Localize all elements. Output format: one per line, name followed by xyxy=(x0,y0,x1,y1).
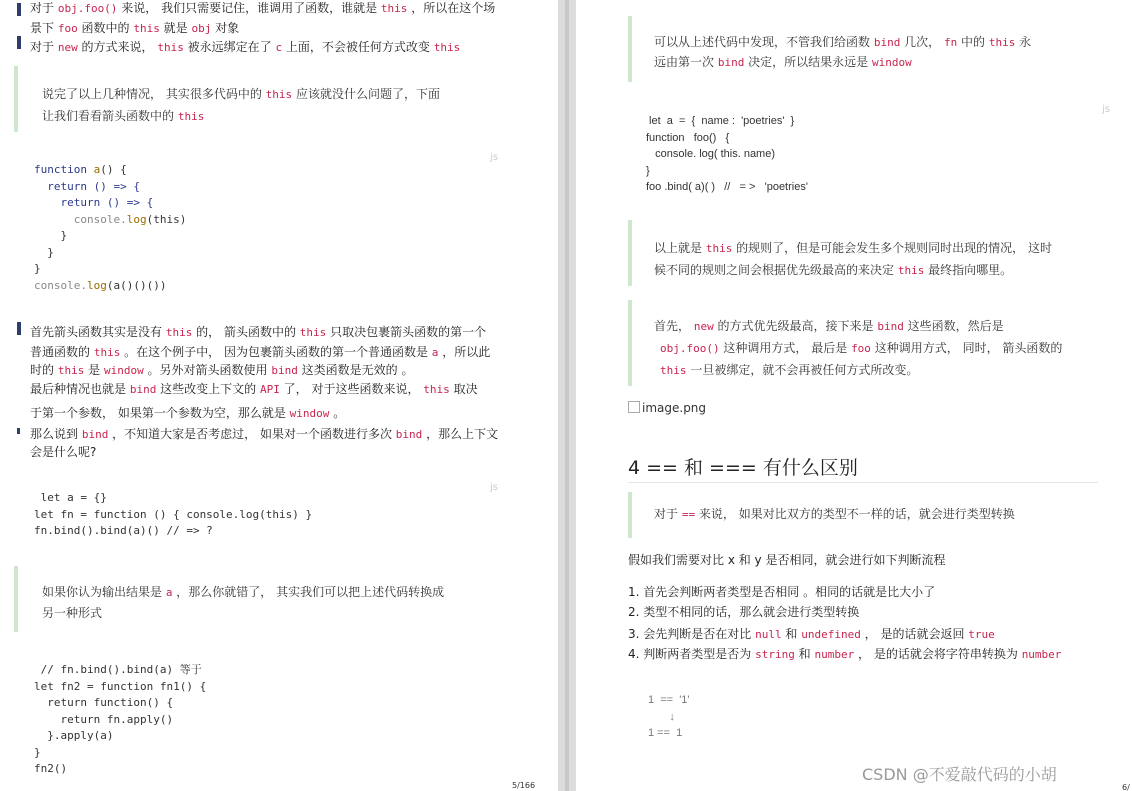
heading-divider xyxy=(628,482,1098,483)
code-line: fn2() xyxy=(34,762,68,775)
paragraph-arrow-cont: 时的 this 是 window 。另外对箭头函数使用 bind 这类函数是无效的 。 xyxy=(30,363,414,377)
code-block-fn2 xyxy=(34,662,206,778)
code-line: } xyxy=(646,164,650,177)
list-item: 4. 判断两者类型是否为 string 和 number ， 是的话就会将字符串转换为 number xyxy=(628,647,1062,661)
quote-line: 对于 == 来说， 如果对比双方的类型不一样的话，就会进行类型转换 xyxy=(654,507,1015,521)
blockquote xyxy=(14,566,538,632)
code-line: } xyxy=(34,229,68,242)
left-page xyxy=(0,0,558,791)
code-line: let a = { name : 'poetries' } xyxy=(646,115,795,127)
paragraph-compare: 假如我们需要对比 x 和 y 是否相同，就会进行如下判断流程 xyxy=(628,553,946,567)
code-line: }.apply(a) xyxy=(34,729,114,742)
list-bullet xyxy=(17,322,21,335)
code-line: } xyxy=(34,245,54,259)
code-block-compare xyxy=(648,692,690,742)
code-line: function foo() { xyxy=(646,131,730,144)
quote-line: this 一旦被绑定，就不会再被任何方式所改变。 xyxy=(660,363,919,377)
quote-line: 另一种形式 xyxy=(42,606,103,620)
code-block-poetries xyxy=(646,113,808,196)
paragraph-bind-cont: 于第一个参数， 如果第一个参数为空，那么就是 window 。 xyxy=(30,406,346,420)
blockquote xyxy=(628,220,1112,286)
quote-line: 让我们看看箭头函数中的 this xyxy=(42,109,205,123)
quote-line: obj.foo() 这种调用方式， 最后是 foo 这种调用方式， 同时， 箭头函数的 xyxy=(660,341,1063,355)
right-page xyxy=(576,0,1132,791)
page-gutter xyxy=(558,0,576,791)
code-line: ↓ xyxy=(648,710,675,723)
code-line: 1 == '1' xyxy=(648,694,690,706)
quote-line: 候不同的规则之间会根据优先级最高的来决定 this 最终指向哪里。 xyxy=(654,263,1013,277)
code-lang-tag: js xyxy=(490,482,498,493)
paragraph-arrow-cont: 普通函数的 this 。在这个例子中， 因为包裹箭头函数的第一个普通函数是 a ，所以此 xyxy=(30,345,491,359)
broken-image-icon xyxy=(628,401,706,415)
paragraph-bind: 最后种情况也就是 bind 这些改变上下文的 API 了， 对于这些函数来说， this 取决 xyxy=(30,382,478,396)
list-bullet xyxy=(17,3,21,16)
image-alt-text: image.png xyxy=(642,401,707,415)
code-line: foo .bind( a)( ) // = > 'poetries' xyxy=(646,181,808,193)
blockquote xyxy=(628,300,1112,386)
code-line: let fn2 = function fn1() { xyxy=(34,679,207,693)
code-line: console. log( this. name) xyxy=(646,148,776,160)
code-line: } xyxy=(34,262,41,275)
list-item: 3. 会先判断是否在对比 null 和 undefined ， 是的话就会返回 true xyxy=(628,627,995,641)
code-block-arrow xyxy=(34,162,186,294)
watermark: CSDN @不爱敲代码的小胡 xyxy=(862,765,1057,784)
paragraph-multi-bind-cont: 会是什么呢? xyxy=(30,445,97,459)
code-lang-tag: js xyxy=(1102,104,1110,115)
code-line: let fn = function () { console.log(this) } xyxy=(34,507,313,521)
list-item: 2. 类型不相同的话，那么就会进行类型转换 xyxy=(628,605,860,619)
code-line: } xyxy=(34,745,41,759)
code-line: console.log(this) xyxy=(34,212,187,226)
code-line: return () => { xyxy=(34,196,154,209)
page-number: 5/166 xyxy=(512,781,536,790)
scrollbar[interactable] xyxy=(565,0,569,791)
code-line: return fn.apply() xyxy=(34,712,174,726)
code-block-bind xyxy=(34,490,312,540)
paragraph-obj-foo: 对于 obj.foo() 来说， 我们只需要记住，谁调用了函数，谁就是 this ，所以在这个场 xyxy=(30,1,496,15)
code-line: function a() { xyxy=(34,163,127,176)
paragraph-obj-foo-cont: 景下 foo 函数中的 this 就是 obj 对象 xyxy=(30,21,240,35)
list-bullet xyxy=(17,36,21,49)
code-line: fn.bind().bind(a)() // => ? xyxy=(34,524,213,537)
blockquote xyxy=(14,66,538,132)
code-line: return () => { xyxy=(34,179,140,193)
paragraph-arrow: 首先箭头函数其实是没有 this 的， 箭头函数中的 this 只取决包裹箭头函数的第一个 xyxy=(30,325,487,339)
quote-line: 可以从上述代码中发现，不管我们给函数 bind 几次， fn 中的 this 永 xyxy=(654,35,1032,49)
paragraph-multi-bind: 那么说到 bind ，不知道大家是否考虑过， 如果对一个函数进行多次 bind ，那么上下文 xyxy=(30,427,499,441)
list-bullet xyxy=(17,428,20,434)
code-line: 1 == 1 xyxy=(648,727,683,739)
paragraph-new: 对于 new 的方式来说， this 被永远绑定在了 c 上面，不会被任何方式改变 this xyxy=(30,40,461,54)
section-heading: 4 == 和 === 有什么区别 xyxy=(628,457,858,479)
quote-line: 首先， new 的方式优先级最高，接下来是 bind 这些函数，然后是 xyxy=(654,319,1004,333)
blockquote xyxy=(628,16,1112,82)
blockquote xyxy=(628,492,1112,538)
code-lang-tag: js xyxy=(490,152,498,163)
code-line: let a = {} xyxy=(34,491,107,504)
quote-line: 如果你认为输出结果是 a ，那么你就错了， 其实我们可以把上述代码转换成 xyxy=(42,585,445,599)
code-line: return function() { xyxy=(34,696,174,709)
code-line: // fn.bind().bind(a) 等于 xyxy=(34,663,202,676)
page-number: 6/ xyxy=(1122,783,1130,791)
code-line: console.log(a()()()) xyxy=(34,278,167,292)
list-item: 1. 首先会判断两者类型是否相同 。相同的话就是比大小了 xyxy=(628,585,936,599)
quote-line: 远由第一次 bind 决定，所以结果永远是 window xyxy=(654,55,912,69)
quote-line: 以上就是 this 的规则了，但是可能会发生多个规则同时出现的情况， 这时 xyxy=(654,241,1052,255)
quote-line: 说完了以上几种情况， 其实很多代码中的 this 应该就没什么问题了，下面 xyxy=(42,87,440,101)
